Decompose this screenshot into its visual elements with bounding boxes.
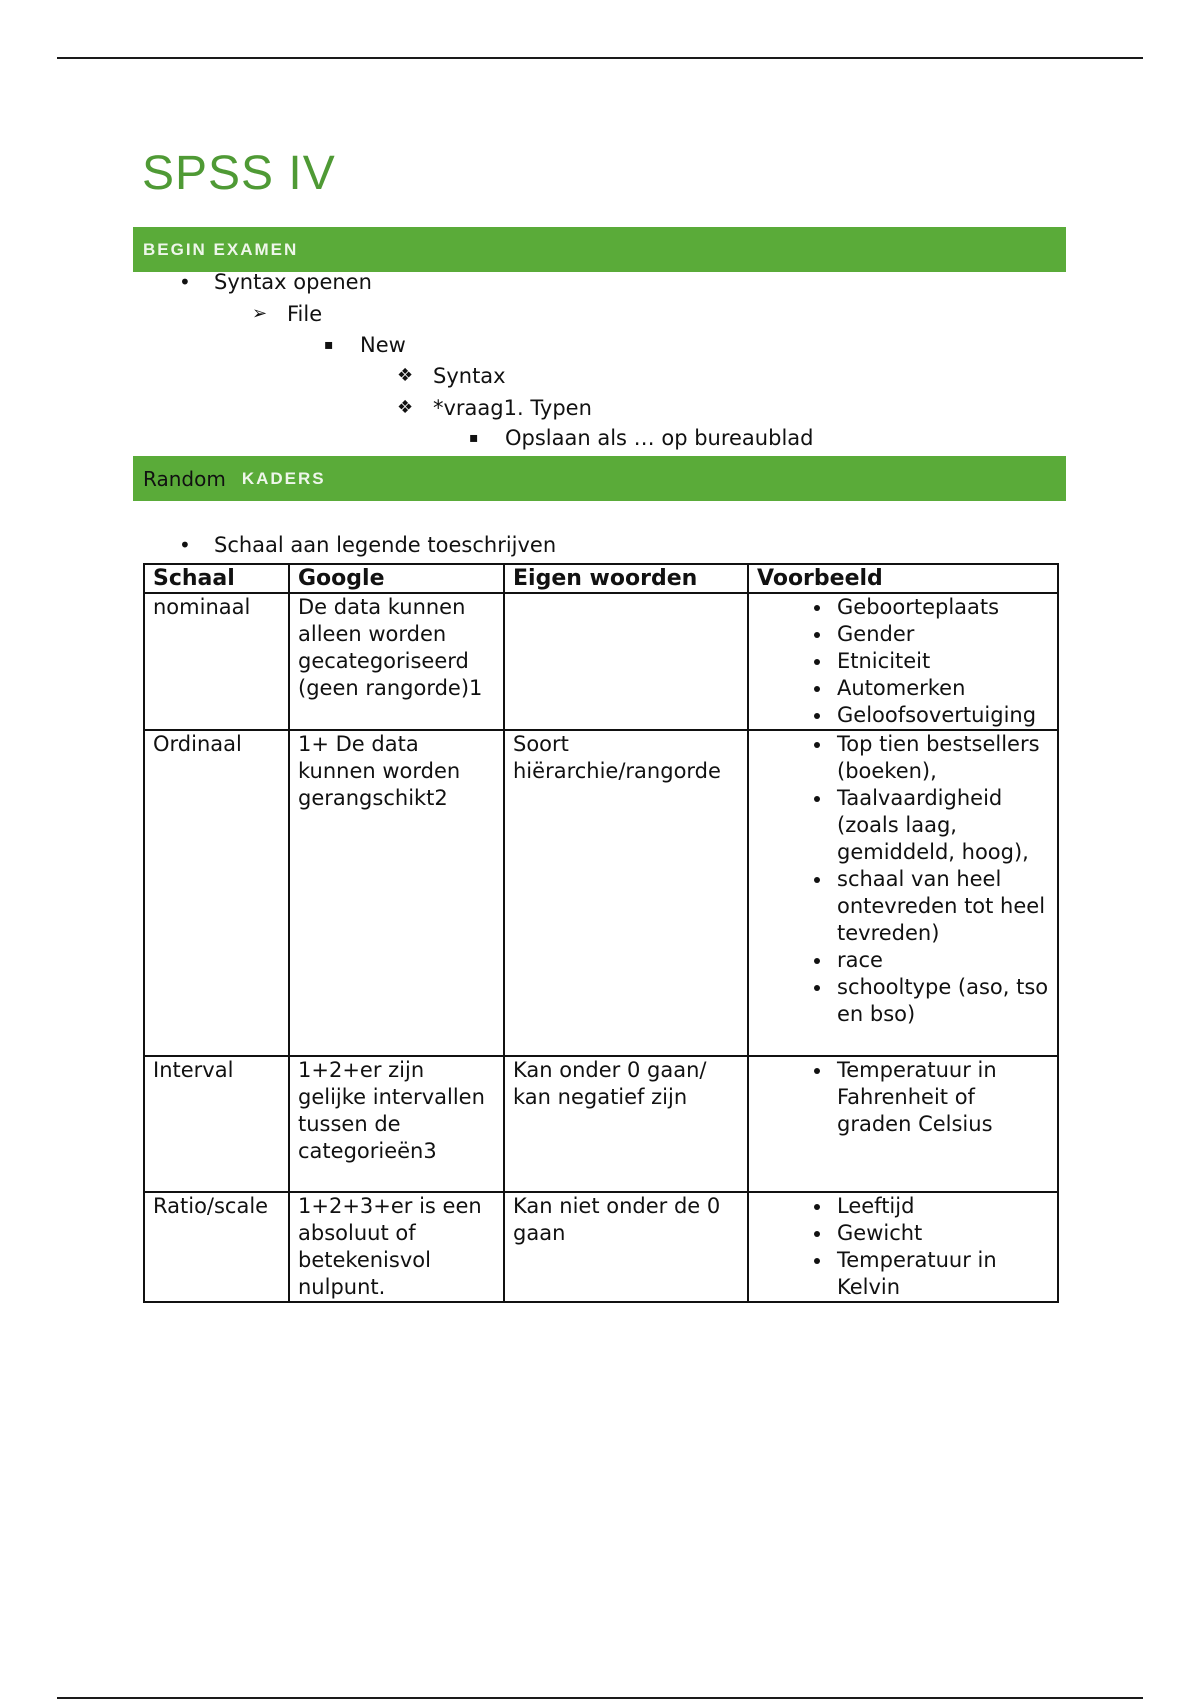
cell-schaal: Ordinaal	[144, 730, 289, 1056]
bullet-disc-icon: •	[179, 533, 191, 557]
scale-table	[143, 563, 1059, 1303]
outline-item-label: *vraag1. Typen	[433, 396, 592, 420]
header-eigen-woorden: Eigen woorden	[504, 564, 748, 593]
example-item: • Gender	[833, 621, 1049, 648]
table-row	[144, 730, 1058, 1056]
example-item: • Temperatuur in Fahrenheit of graden Celsius	[833, 1057, 1049, 1138]
outline-item-syntax	[397, 362, 506, 390]
bullet-diamond-icon: ❖	[397, 365, 414, 386]
cell-google: 1+2+3+er is een absoluut of betekenisvol nulpunt.	[289, 1192, 504, 1302]
example-list	[757, 1193, 1049, 1301]
legend-list-item	[179, 531, 557, 559]
cell-schaal: Ratio/scale	[144, 1192, 289, 1302]
cell-voorbeeld	[748, 1192, 1058, 1302]
outline-item-label: New	[360, 333, 406, 357]
outline-item-label: Syntax	[433, 364, 506, 388]
outline-item-syntax-openen	[179, 268, 372, 296]
example-item: • Geboorteplaats	[833, 594, 1049, 621]
cell-schaal: nominaal	[144, 593, 289, 730]
bullet-square-icon: ▪	[469, 430, 479, 446]
section-heading-begin-examen	[133, 227, 1066, 272]
header-schaal: Schaal	[144, 564, 289, 593]
outline-item-label: File	[287, 302, 323, 326]
outline-item-file	[252, 300, 323, 328]
example-item: • schooltype (aso, tso en bso)	[833, 974, 1049, 1028]
table-row	[144, 1192, 1058, 1302]
section-heading-prefix: Random	[143, 466, 226, 491]
outline-item-label: Syntax openen	[214, 270, 372, 294]
bullet-diamond-icon: ❖	[397, 397, 414, 418]
example-list	[757, 731, 1049, 1028]
table-row	[144, 593, 1058, 730]
table-row	[144, 1056, 1058, 1192]
footer-rule	[57, 1697, 1143, 1699]
example-item: • Geloofsovertuiging	[833, 702, 1049, 729]
example-item: • Gewicht	[833, 1220, 1049, 1247]
bullet-disc-icon: •	[179, 270, 191, 294]
cell-voorbeeld	[748, 593, 1058, 730]
example-item: • race	[833, 947, 1049, 974]
bullet-square-icon: ▪	[324, 337, 334, 353]
example-list	[757, 594, 1049, 729]
example-item: • Etniciteit	[833, 648, 1049, 675]
cell-eigen	[504, 593, 748, 730]
page-title: SPSS IV	[142, 147, 336, 200]
example-item: • Temperatuur in Kelvin	[833, 1247, 1049, 1301]
legend-item-label: Schaal aan legende toeschrijven	[214, 533, 557, 557]
cell-google: 1+2+er zijn gelijke intervallen tussen de categorieën3	[289, 1056, 504, 1192]
cell-voorbeeld	[748, 730, 1058, 1056]
example-item: • Leeftijd	[833, 1193, 1049, 1220]
cell-eigen: Kan onder 0 gaan/ kan negatief zijn	[504, 1056, 748, 1192]
cell-voorbeeld	[748, 1056, 1058, 1192]
cell-eigen: Soort hiërarchie/rangorde	[504, 730, 748, 1056]
outline-item-label: Opslaan als … op bureaublad	[505, 426, 814, 450]
example-item: • schaal van heel ontevreden tot heel tevreden)	[833, 866, 1049, 947]
cell-google: 1+ De data kunnen worden gerangschikt2	[289, 730, 504, 1056]
header-google: Google	[289, 564, 504, 593]
table-header-row	[144, 564, 1058, 593]
example-item: • Taalvaardigheid (zoals laag, gemiddeld, hoog),	[833, 785, 1049, 866]
outline-item-vraag1	[397, 394, 592, 422]
outline-item-new	[324, 331, 406, 359]
bullet-arrow-icon: ➢	[252, 303, 268, 324]
header-voorbeeld: Voorbeeld	[748, 564, 1058, 593]
outline-item-opslaan	[469, 424, 814, 452]
cell-google: De data kunnen alleen worden gecategoriseerd (geen rangorde)1	[289, 593, 504, 730]
section-heading-random-kaders	[133, 456, 1066, 501]
cell-schaal: Interval	[144, 1056, 289, 1192]
example-item: • Top tien bestsellers (boeken),	[833, 731, 1049, 785]
example-list	[757, 1057, 1049, 1138]
example-item: • Automerken	[833, 675, 1049, 702]
section-heading-text: BEGIN EXAMEN	[143, 239, 299, 259]
cell-eigen: Kan niet onder de 0 gaan	[504, 1192, 748, 1302]
section-heading-text: KADERS	[241, 468, 326, 488]
header-rule	[57, 57, 1143, 59]
